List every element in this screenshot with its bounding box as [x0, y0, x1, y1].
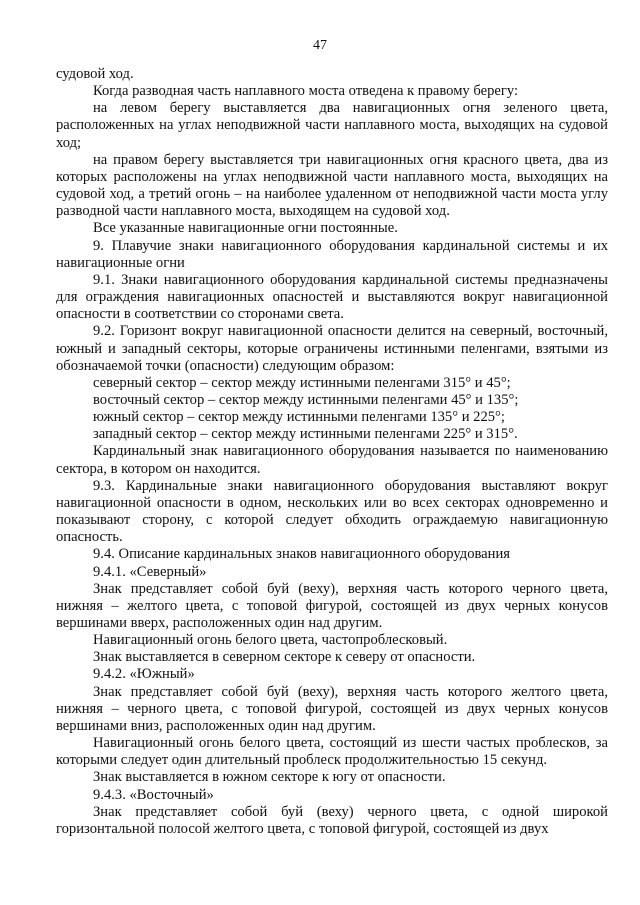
paragraph: Когда разводная часть наплавного моста отведена к правому берегу:: [93, 83, 519, 100]
sector-item-north: северный сектор – сектор между истинными пеленгами 315° и 45°;: [93, 374, 511, 391]
paragraph: Знак представляет собой буй (веху), верхняя часть которого желтого цвета, нижняя – черного цвета, с топовой фигурой, состоящей из двух черных конусов вершинами вниз, расположенных один над другим.: [56, 683, 608, 734]
paragraph: 9.3. Кардинальные знаки навигационного оборудования выставляют вокруг навигационной опасности в одном, нескольких или во всех секторах одновременно и показывают сторону, с которой следует обходить ограждаемую навигационную опасность.: [56, 477, 608, 546]
page-number: 47: [313, 38, 327, 53]
sector-item-south: южный сектор – сектор между истинными пеленгами 135° и 225°;: [93, 409, 505, 426]
paragraph: Знак представляет собой буй (веху) черного цвета, с одной широкой горизонтальной полосой желтого цвета, с топовой фигурой, состоящей из двух: [56, 803, 608, 837]
paragraph: 9.1. Знаки навигационного оборудования кардинальной системы предназначены для ограждения навигационных опасностей и выставляются вокруг навигационной опасности в соответствии со сторонами света.: [56, 271, 608, 323]
sector-item-east: восточный сектор – сектор между истинными пеленгами 45° и 135°;: [93, 391, 519, 408]
section-heading: 9. Плавучие знаки навигационного оборудования кардинальной системы и их навигационные огни: [56, 237, 608, 271]
paragraph: Навигационный огонь белого цвета, частопроблесковый.: [93, 632, 448, 649]
paragraph: Все указанные навигационные огни постоянные.: [93, 220, 398, 237]
document-body: [56, 66, 608, 838]
sector-item-west: западный сектор – сектор между истинными пеленгами 225° и 315°.: [93, 426, 518, 443]
paragraph: судовой ход.: [56, 66, 134, 82]
paragraph: на правом берегу выставляется три навигационных огня красного цвета, два из которых расположены на углах неподвижной части наплавного моста, выходящих на судовой ход, а третий огонь – на наиболее удаленном от неподвижной части моста углу разводной части наплавного моста, выходящем на судовой ход.: [56, 151, 608, 220]
paragraph: на левом берегу выставляется два навигационных огня зеленого цвета, расположенных на углах неподвижной части наплавного моста, выходящих на судовой ход;: [56, 100, 608, 151]
paragraph: 9.2. Горизонт вокруг навигационной опасности делится на северный, восточный, южный и западный секторы, которые ограничены истинными пеленгами, взятыми из обозначаемой точки (опасности) следующим образом:: [56, 323, 608, 374]
paragraph: Знак представляет собой буй (веху), верхняя часть которого черного цвета, нижняя – желтого цвета, с топовой фигурой, состоящей из двух черных конусов вершинами вверх, расположенных один над другим.: [56, 580, 608, 631]
subsection-heading: 9.4.3. «Восточный»: [93, 786, 214, 803]
paragraph: Навигационный огонь белого цвета, состоящий из шести частых проблесков, за которыми следует один длительный проблеск продолжительностью 15 секунд.: [56, 735, 608, 769]
subsection-heading: 9.4.2. «Южный»: [93, 666, 195, 683]
paragraph: Знак выставляется в южном секторе к югу от опасности.: [93, 769, 446, 786]
paragraph: Знак выставляется в северном секторе к северу от опасности.: [93, 649, 476, 666]
paragraph: Кардинальный знак навигационного оборудования называется по наименованию сектора, в котором он находится.: [56, 443, 608, 477]
section-heading: 9.4. Описание кардинальных знаков навигационного оборудования: [93, 546, 510, 563]
subsection-heading: 9.4.1. «Северный»: [93, 563, 207, 580]
